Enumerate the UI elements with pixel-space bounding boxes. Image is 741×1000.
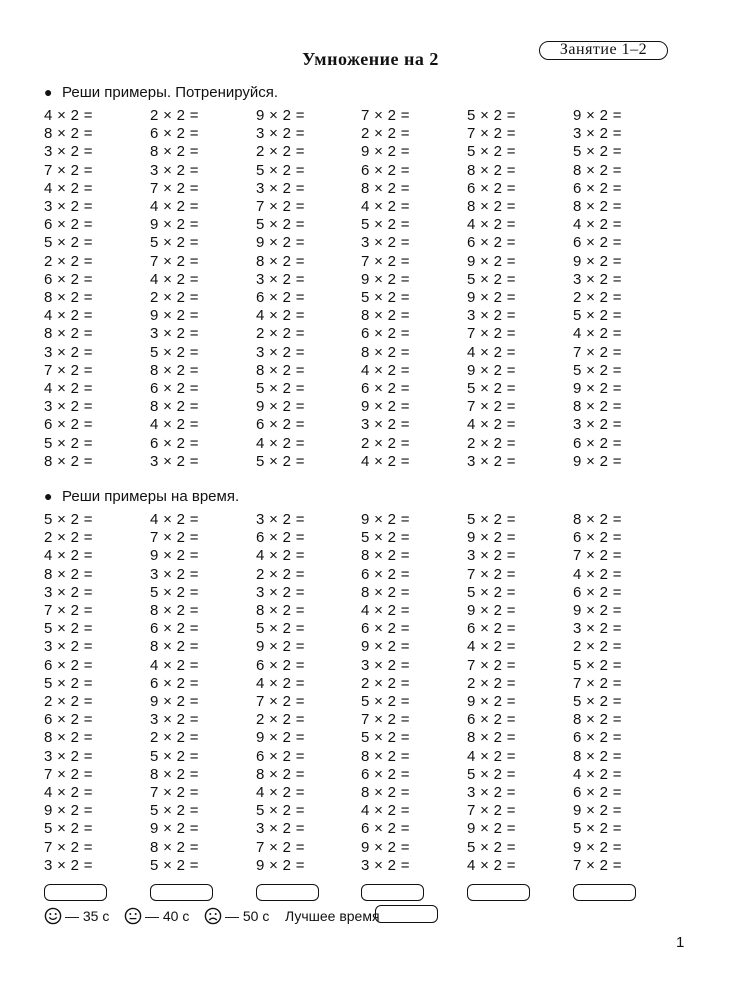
exercise-item: 4 × 2 = <box>256 674 305 692</box>
exercise-item: 6 × 2 = <box>150 434 199 452</box>
exercise-item: 8 × 2 = <box>573 711 622 729</box>
exercise-item: 8 × 2 = <box>573 398 622 416</box>
exercise-item: 7 × 2 = <box>573 343 622 361</box>
instruction-practice-text: Реши примеры. Потренируйся. <box>62 84 279 101</box>
legend-happy-text: — 35 с <box>65 908 110 924</box>
exercise-item: 9 × 2 = <box>573 838 622 856</box>
exercise-item: 8 × 2 = <box>150 143 199 161</box>
exercise-item: 7 × 2 = <box>150 784 199 801</box>
exercise-item: 8 × 2 = <box>150 602 199 619</box>
page-number: 1 <box>676 934 685 951</box>
exercise-item: 8 × 2 = <box>150 838 199 856</box>
exercise-item: 7 × 2 = <box>44 161 93 179</box>
exercise-item: 7 × 2 = <box>361 107 410 124</box>
exercise-item: 8 × 2 = <box>256 252 305 270</box>
exercise-item: 7 × 2 = <box>467 802 516 820</box>
exercise-item: 2 × 2 = <box>256 143 305 161</box>
exercise-item: 5 × 2 = <box>256 452 305 470</box>
exercise-item: 9 × 2 = <box>467 602 516 619</box>
exercise-item: 4 × 2 = <box>150 198 199 215</box>
exercise-item: 8 × 2 = <box>361 784 410 801</box>
exercise-item: 7 × 2 = <box>361 252 410 270</box>
exercise-item: 8 × 2 = <box>150 398 199 416</box>
exercise-item: 8 × 2 = <box>44 325 93 343</box>
exercise-item: 6 × 2 = <box>44 216 93 234</box>
exercise-item: 5 × 2 = <box>573 820 622 838</box>
bullet-icon: ● <box>44 84 53 100</box>
time-box[interactable] <box>256 884 319 901</box>
exercise-item: 3 × 2 = <box>150 452 199 470</box>
exercise-item: 3 × 2 = <box>44 143 93 161</box>
exercise-item: 6 × 2 = <box>573 179 622 197</box>
exercise-item: 6 × 2 = <box>256 529 305 547</box>
exercise-item: 3 × 2 = <box>573 125 622 143</box>
exercise-item: 3 × 2 = <box>150 565 199 583</box>
exercise-item: 3 × 2 = <box>361 234 410 252</box>
exercise-item: 3 × 2 = <box>361 856 410 874</box>
exercise-item: 5 × 2 = <box>150 802 199 820</box>
exercise-item: 8 × 2 = <box>573 747 622 765</box>
exercise-item: 3 × 2 = <box>44 638 93 656</box>
exercise-item: 8 × 2 = <box>361 343 410 361</box>
exercise-item: 3 × 2 = <box>44 583 93 601</box>
exercise-item: 6 × 2 = <box>256 656 305 674</box>
exercise-item: 4 × 2 = <box>467 856 516 874</box>
sad-face-icon <box>204 907 222 925</box>
exercise-item: 3 × 2 = <box>467 547 516 565</box>
exercise-item: 3 × 2 = <box>467 452 516 470</box>
exercise-item: 6 × 2 = <box>361 620 410 638</box>
exercise-item: 7 × 2 = <box>361 711 410 729</box>
exercise-item: 3 × 2 = <box>256 511 305 528</box>
exercise-item: 2 × 2 = <box>44 529 93 547</box>
exercise-item: 5 × 2 = <box>467 270 516 288</box>
exercise-item: 2 × 2 = <box>150 729 199 747</box>
exercise-item: 2 × 2 = <box>361 434 410 452</box>
exercise-item: 7 × 2 = <box>573 547 622 565</box>
exercise-item: 4 × 2 = <box>150 656 199 674</box>
exercise-item: 3 × 2 = <box>44 856 93 874</box>
exercise-item: 6 × 2 = <box>361 325 410 343</box>
exercise-item: 4 × 2 = <box>256 547 305 565</box>
exercise-item: 6 × 2 = <box>256 416 305 434</box>
exercise-item: 6 × 2 = <box>361 820 410 838</box>
best-time-label: Лучшее время <box>285 908 380 924</box>
exercise-item: 6 × 2 = <box>361 765 410 783</box>
legend-happy <box>44 906 109 926</box>
exercise-item: 9 × 2 = <box>44 802 93 820</box>
exercise-item: 6 × 2 = <box>256 289 305 306</box>
legend-sad-text: — 50 с <box>225 908 270 924</box>
exercise-item: 6 × 2 = <box>573 529 622 547</box>
exercise-item: 4 × 2 = <box>256 307 305 325</box>
exercise-item: 7 × 2 = <box>467 565 516 583</box>
exercise-item: 4 × 2 = <box>361 198 410 215</box>
exercise-item: 4 × 2 = <box>573 565 622 583</box>
exercise-item: 5 × 2 = <box>44 620 93 638</box>
exercise-item: 9 × 2 = <box>361 638 410 656</box>
exercise-item: 4 × 2 = <box>467 216 516 234</box>
exercise-item: 9 × 2 = <box>256 729 305 747</box>
exercise-item: 2 × 2 = <box>150 107 199 124</box>
exercise-item: 5 × 2 = <box>44 234 93 252</box>
exercise-item: 4 × 2 = <box>467 638 516 656</box>
exercise-item: 8 × 2 = <box>256 765 305 783</box>
exercise-item: 7 × 2 = <box>44 838 93 856</box>
exercise-item: 7 × 2 = <box>467 656 516 674</box>
exercise-item: 9 × 2 = <box>573 107 622 124</box>
exercise-item: 5 × 2 = <box>256 216 305 234</box>
exercise-item: 3 × 2 = <box>256 343 305 361</box>
exercise-item: 6 × 2 = <box>573 234 622 252</box>
exercise-item: 5 × 2 = <box>573 143 622 161</box>
exercise-item: 6 × 2 = <box>150 125 199 143</box>
exercise-item: 9 × 2 = <box>573 602 622 619</box>
exercise-item: 9 × 2 = <box>150 307 199 325</box>
time-box[interactable] <box>361 884 424 901</box>
exercise-item: 4 × 2 = <box>256 784 305 801</box>
exercise-item: 7 × 2 = <box>573 674 622 692</box>
exercise-item: 3 × 2 = <box>256 125 305 143</box>
exercise-item: 3 × 2 = <box>573 416 622 434</box>
exercise-item: 7 × 2 = <box>467 125 516 143</box>
lesson-badge: Занятие 1–2 <box>539 41 668 60</box>
exercise-item: 4 × 2 = <box>44 547 93 565</box>
exercise-item: 9 × 2 = <box>361 270 410 288</box>
exercise-item: 9 × 2 = <box>573 802 622 820</box>
exercise-item: 7 × 2 = <box>467 398 516 416</box>
legend-sad <box>204 906 269 926</box>
exercise-item: 7 × 2 = <box>44 602 93 619</box>
exercise-item: 3 × 2 = <box>361 416 410 434</box>
exercise-item: 3 × 2 = <box>44 398 93 416</box>
exercise-item: 2 × 2 = <box>361 125 410 143</box>
exercise-item: 9 × 2 = <box>573 452 622 470</box>
exercise-item: 5 × 2 = <box>44 434 93 452</box>
exercise-item: 7 × 2 = <box>44 765 93 783</box>
time-box[interactable] <box>467 884 530 901</box>
exercise-item: 5 × 2 = <box>361 289 410 306</box>
exercise-item: 5 × 2 = <box>467 838 516 856</box>
exercise-item: 3 × 2 = <box>44 198 93 215</box>
exercise-item: 8 × 2 = <box>361 179 410 197</box>
bullet-icon: ● <box>44 488 53 504</box>
exercise-item: 4 × 2 = <box>573 216 622 234</box>
exercise-item: 6 × 2 = <box>573 434 622 452</box>
exercise-item: 2 × 2 = <box>256 325 305 343</box>
instruction-practice <box>44 83 278 102</box>
time-box[interactable] <box>573 884 636 901</box>
exercise-item: 5 × 2 = <box>467 511 516 528</box>
exercise-item: 4 × 2 = <box>44 784 93 801</box>
exercise-item: 8 × 2 = <box>44 452 93 470</box>
exercise-item: 5 × 2 = <box>361 729 410 747</box>
exercise-item: 5 × 2 = <box>573 656 622 674</box>
exercise-item: 7 × 2 = <box>573 856 622 874</box>
exercise-item: 4 × 2 = <box>361 361 410 379</box>
exercise-item: 6 × 2 = <box>573 729 622 747</box>
exercise-item: 9 × 2 = <box>467 252 516 270</box>
exercise-item: 5 × 2 = <box>256 620 305 638</box>
exercise-item: 8 × 2 = <box>467 161 516 179</box>
exercise-item: 2 × 2 = <box>467 434 516 452</box>
exercise-item: 8 × 2 = <box>467 198 516 215</box>
exercise-item: 2 × 2 = <box>256 711 305 729</box>
exercise-item: 5 × 2 = <box>467 765 516 783</box>
exercise-item: 5 × 2 = <box>256 380 305 397</box>
exercise-item: 9 × 2 = <box>361 398 410 416</box>
exercise-item: 2 × 2 = <box>573 289 622 306</box>
exercise-item: 2 × 2 = <box>44 252 93 270</box>
happy-face-icon <box>44 907 62 925</box>
exercise-item: 9 × 2 = <box>467 529 516 547</box>
exercise-item: 7 × 2 = <box>256 693 305 710</box>
exercise-item: 4 × 2 = <box>361 452 410 470</box>
exercise-item: 5 × 2 = <box>150 234 199 252</box>
exercise-item: 6 × 2 = <box>361 565 410 583</box>
exercise-item: 3 × 2 = <box>256 820 305 838</box>
exercise-item: 8 × 2 = <box>44 729 93 747</box>
exercise-item: 6 × 2 = <box>44 416 93 434</box>
exercise-item: 6 × 2 = <box>150 380 199 397</box>
exercise-item: 5 × 2 = <box>44 511 93 528</box>
exercise-item: 5 × 2 = <box>44 674 93 692</box>
exercise-item: 3 × 2 = <box>44 343 93 361</box>
exercise-item: 9 × 2 = <box>573 380 622 397</box>
exercise-item: 8 × 2 = <box>256 602 305 619</box>
exercise-item: 3 × 2 = <box>467 784 516 801</box>
neutral-face-icon <box>124 907 142 925</box>
exercise-item: 4 × 2 = <box>150 416 199 434</box>
exercise-item: 3 × 2 = <box>573 270 622 288</box>
exercise-item: 2 × 2 = <box>573 638 622 656</box>
exercise-item: 9 × 2 = <box>573 252 622 270</box>
exercise-item: 2 × 2 = <box>150 289 199 306</box>
exercise-item: 7 × 2 = <box>150 529 199 547</box>
exercise-item: 8 × 2 = <box>44 125 93 143</box>
time-box[interactable] <box>150 884 213 901</box>
exercise-item: 4 × 2 = <box>467 343 516 361</box>
exercise-item: 5 × 2 = <box>44 820 93 838</box>
exercise-item: 6 × 2 = <box>467 234 516 252</box>
exercise-item: 6 × 2 = <box>467 711 516 729</box>
exercise-item: 4 × 2 = <box>44 107 93 124</box>
exercise-item: 2 × 2 = <box>467 674 516 692</box>
exercise-item: 8 × 2 = <box>150 765 199 783</box>
exercise-item: 6 × 2 = <box>150 620 199 638</box>
exercise-item: 4 × 2 = <box>361 602 410 619</box>
exercise-item: 5 × 2 = <box>361 529 410 547</box>
exercise-item: 5 × 2 = <box>573 307 622 325</box>
exercise-item: 7 × 2 = <box>256 838 305 856</box>
exercise-item: 9 × 2 = <box>467 693 516 710</box>
exercise-item: 8 × 2 = <box>150 638 199 656</box>
exercise-item: 8 × 2 = <box>573 511 622 528</box>
exercise-item: 9 × 2 = <box>150 820 199 838</box>
exercise-item: 8 × 2 = <box>150 361 199 379</box>
exercise-item: 6 × 2 = <box>44 656 93 674</box>
exercise-item: 6 × 2 = <box>256 747 305 765</box>
exercise-item: 3 × 2 = <box>256 270 305 288</box>
exercise-item: 6 × 2 = <box>467 620 516 638</box>
exercise-item: 4 × 2 = <box>573 765 622 783</box>
exercise-item: 5 × 2 = <box>150 747 199 765</box>
exercise-item: 4 × 2 = <box>467 416 516 434</box>
exercise-item: 9 × 2 = <box>150 693 199 710</box>
exercise-item: 6 × 2 = <box>44 270 93 288</box>
exercise-item: 3 × 2 = <box>573 620 622 638</box>
exercise-item: 6 × 2 = <box>467 179 516 197</box>
legend-neutral-text: — 40 с <box>145 908 190 924</box>
exercise-item: 5 × 2 = <box>150 856 199 874</box>
exercise-item: 9 × 2 = <box>150 216 199 234</box>
exercise-item: 5 × 2 = <box>361 693 410 710</box>
exercise-item: 3 × 2 = <box>256 179 305 197</box>
exercise-item: 7 × 2 = <box>256 198 305 215</box>
exercise-item: 3 × 2 = <box>150 711 199 729</box>
time-box[interactable] <box>44 884 107 901</box>
exercise-item: 3 × 2 = <box>44 747 93 765</box>
exercise-item: 5 × 2 = <box>467 107 516 124</box>
exercise-item: 8 × 2 = <box>361 747 410 765</box>
exercise-item: 4 × 2 = <box>573 325 622 343</box>
exercise-item: 9 × 2 = <box>361 838 410 856</box>
exercise-item: 6 × 2 = <box>361 161 410 179</box>
exercise-item: 8 × 2 = <box>573 161 622 179</box>
exercise-item: 6 × 2 = <box>573 784 622 801</box>
exercise-item: 3 × 2 = <box>150 325 199 343</box>
exercise-item: 6 × 2 = <box>44 711 93 729</box>
exercise-item: 7 × 2 = <box>467 325 516 343</box>
exercise-item: 2 × 2 = <box>256 565 305 583</box>
exercise-item: 5 × 2 = <box>150 343 199 361</box>
exercise-item: 6 × 2 = <box>150 674 199 692</box>
exercise-item: 5 × 2 = <box>256 802 305 820</box>
exercise-item: 5 × 2 = <box>573 693 622 710</box>
exercise-item: 4 × 2 = <box>467 747 516 765</box>
exercise-item: 5 × 2 = <box>150 583 199 601</box>
exercise-item: 5 × 2 = <box>467 143 516 161</box>
exercise-item: 5 × 2 = <box>467 583 516 601</box>
exercise-item: 4 × 2 = <box>256 434 305 452</box>
exercise-item: 9 × 2 = <box>361 143 410 161</box>
exercise-item: 4 × 2 = <box>44 179 93 197</box>
exercise-item: 5 × 2 = <box>256 161 305 179</box>
exercise-item: 9 × 2 = <box>361 511 410 528</box>
exercise-item: 3 × 2 = <box>150 161 199 179</box>
exercise-item: 9 × 2 = <box>256 234 305 252</box>
exercise-item: 5 × 2 = <box>361 216 410 234</box>
exercise-item: 8 × 2 = <box>44 289 93 306</box>
instruction-timed <box>44 487 239 506</box>
exercise-item: 4 × 2 = <box>44 380 93 397</box>
exercise-item: 2 × 2 = <box>44 693 93 710</box>
exercise-item: 8 × 2 = <box>467 729 516 747</box>
exercise-item: 4 × 2 = <box>150 270 199 288</box>
exercise-item: 6 × 2 = <box>361 380 410 397</box>
exercise-item: 6 × 2 = <box>573 583 622 601</box>
exercise-item: 8 × 2 = <box>44 565 93 583</box>
exercise-item: 9 × 2 = <box>467 289 516 306</box>
exercise-item: 8 × 2 = <box>361 307 410 325</box>
exercise-item: 3 × 2 = <box>256 583 305 601</box>
exercise-item: 7 × 2 = <box>44 361 93 379</box>
exercise-item: 7 × 2 = <box>150 252 199 270</box>
exercise-item: 8 × 2 = <box>256 361 305 379</box>
legend-neutral <box>124 906 189 926</box>
exercise-item: 5 × 2 = <box>573 361 622 379</box>
exercise-item: 8 × 2 = <box>573 198 622 215</box>
page-title: Умножение на 2 <box>302 49 439 69</box>
exercise-item: 4 × 2 = <box>44 307 93 325</box>
instruction-timed-text: Реши примеры на время. <box>62 488 240 505</box>
exercise-item: 8 × 2 = <box>361 547 410 565</box>
exercise-item: 4 × 2 = <box>361 802 410 820</box>
exercise-item: 7 × 2 = <box>150 179 199 197</box>
exercise-item: 9 × 2 = <box>150 547 199 565</box>
exercise-item: 3 × 2 = <box>467 307 516 325</box>
exercise-item: 4 × 2 = <box>150 511 199 528</box>
exercise-item: 9 × 2 = <box>256 107 305 124</box>
exercise-item: 9 × 2 = <box>256 638 305 656</box>
exercise-item: 9 × 2 = <box>467 820 516 838</box>
exercise-item: 3 × 2 = <box>361 656 410 674</box>
exercise-item: 2 × 2 = <box>361 674 410 692</box>
exercise-item: 5 × 2 = <box>467 380 516 397</box>
exercise-item: 8 × 2 = <box>361 583 410 601</box>
exercise-item: 9 × 2 = <box>256 856 305 874</box>
best-time-input[interactable] <box>375 905 438 923</box>
exercise-item: 9 × 2 = <box>467 361 516 379</box>
exercise-item: 9 × 2 = <box>256 398 305 416</box>
